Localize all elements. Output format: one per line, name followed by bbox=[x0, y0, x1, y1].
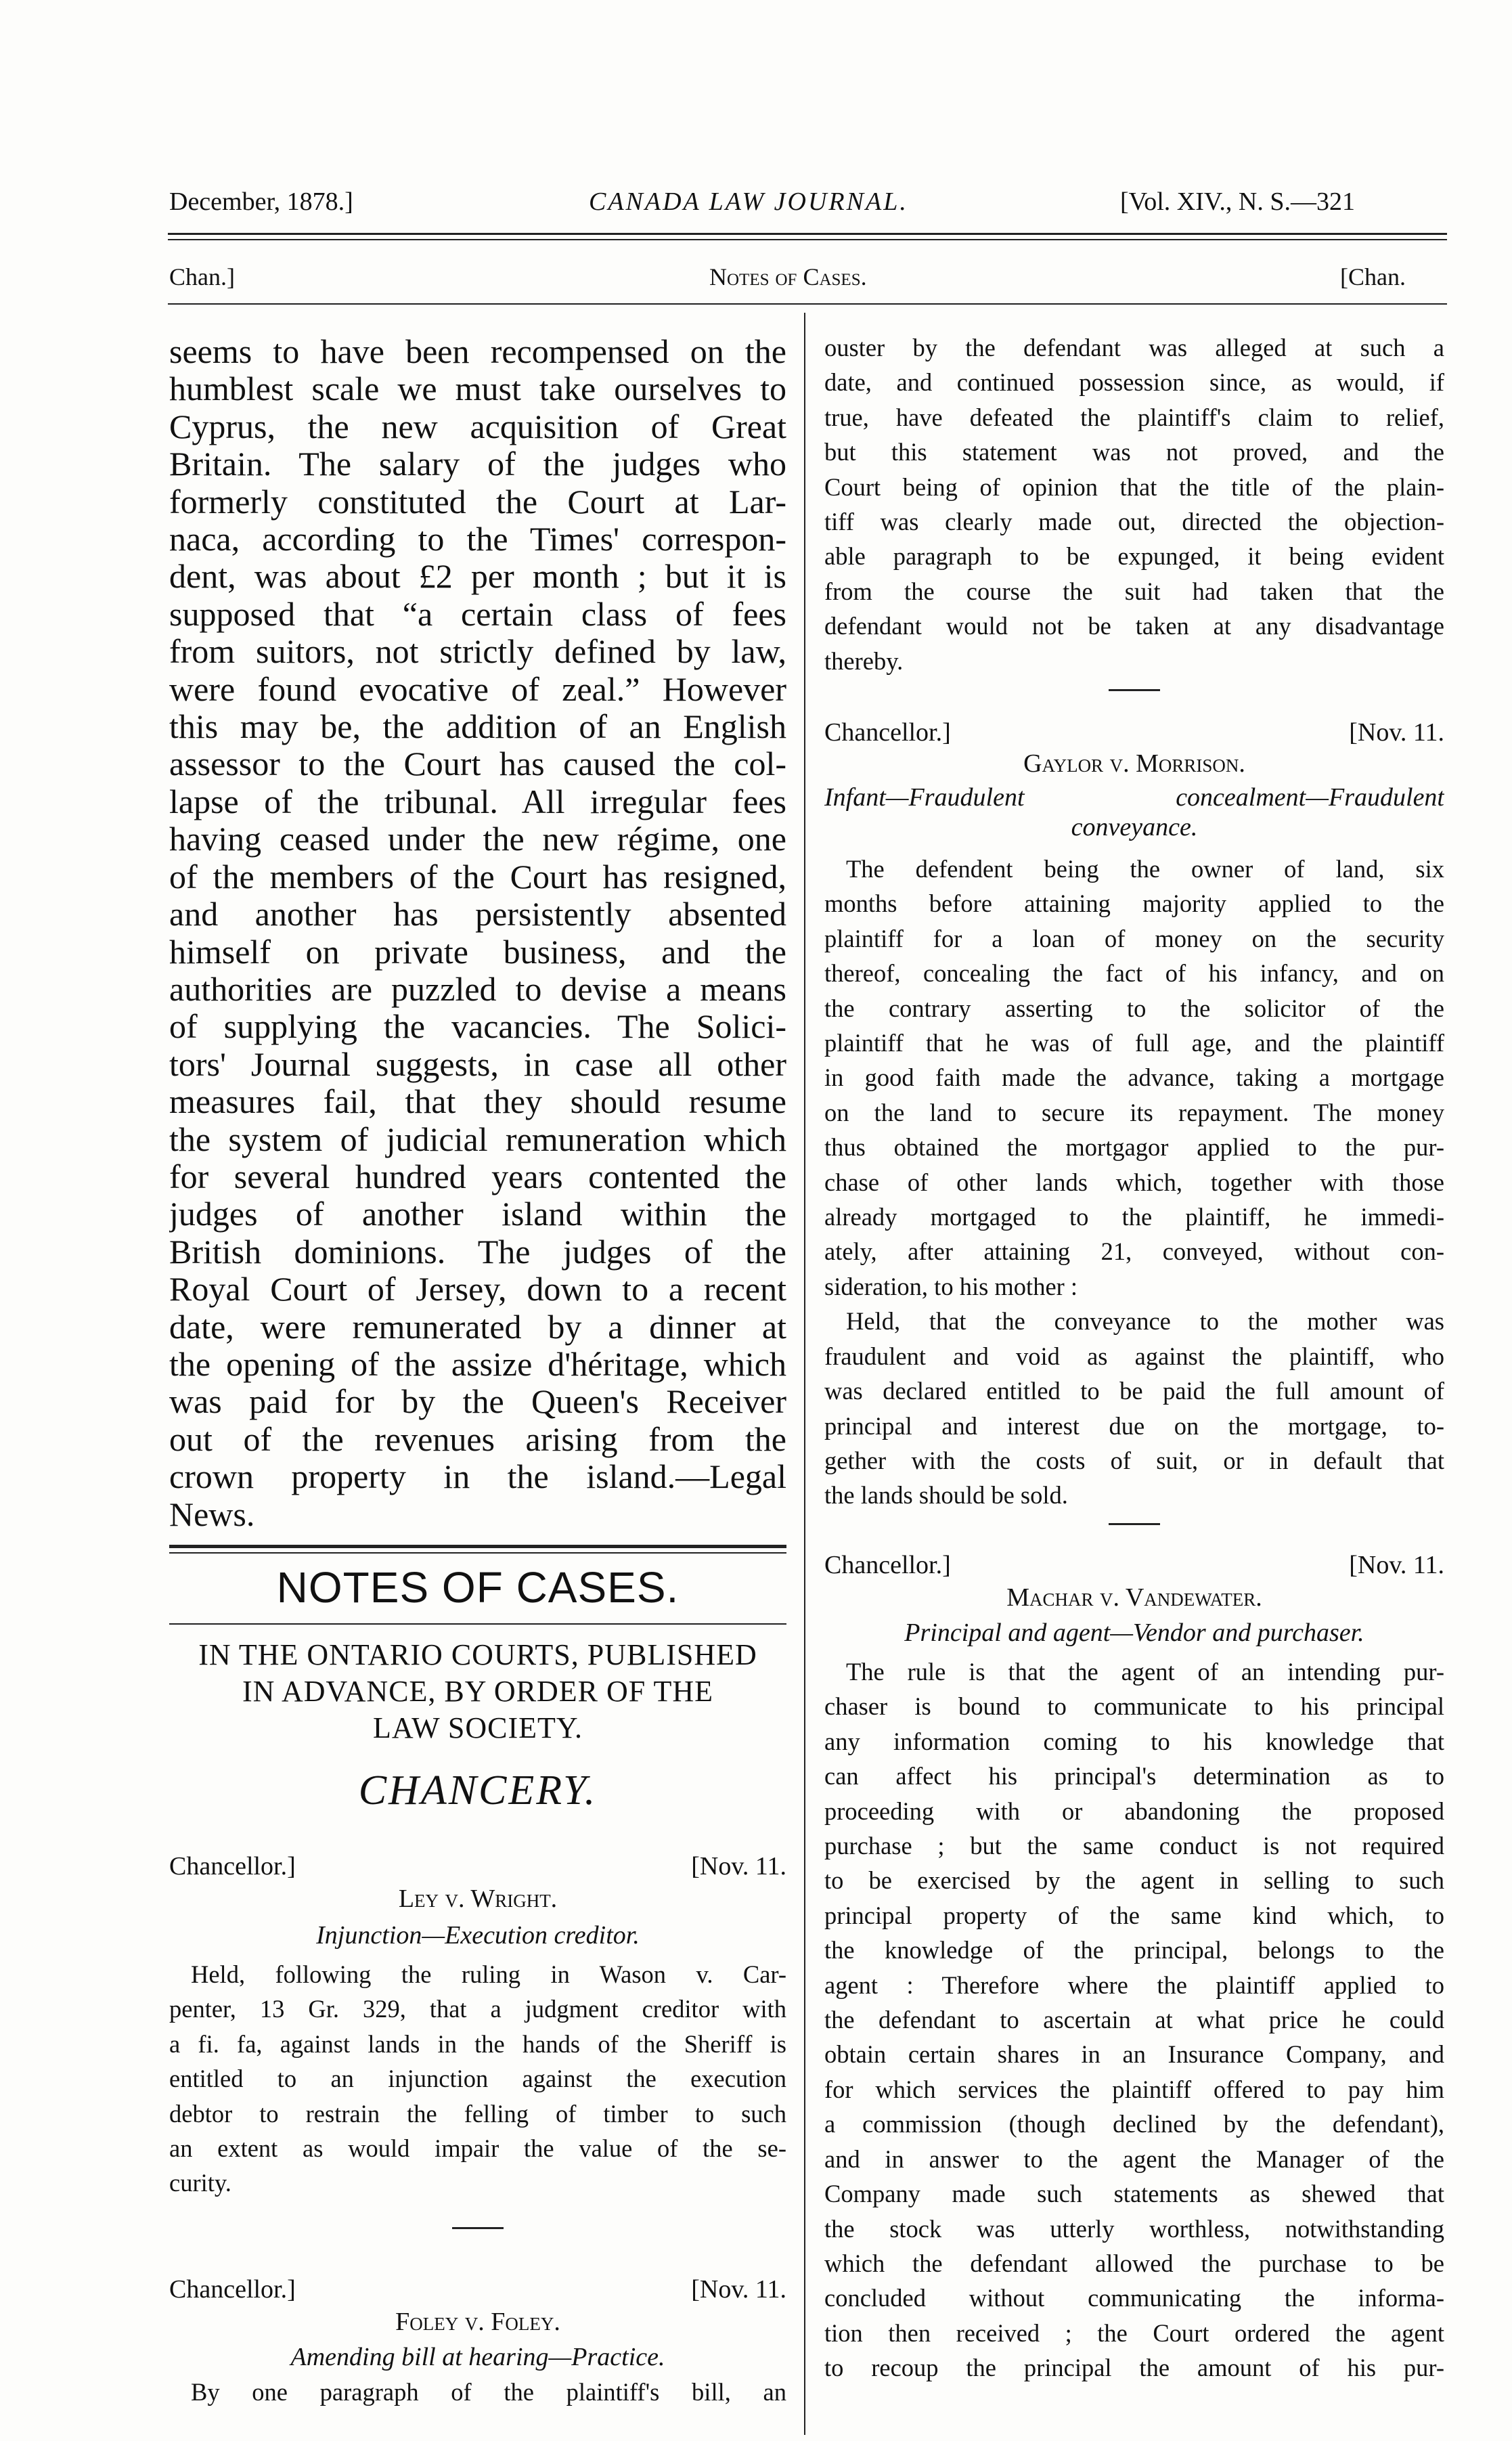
published-heading bbox=[169, 1637, 786, 1746]
text-line: of the members of the Court has resigned, bbox=[169, 858, 786, 896]
text-line: Britain. The salary of the judges who bbox=[169, 445, 786, 483]
text-line: to recoup the principal the amount of his pur- bbox=[824, 2354, 1444, 2382]
text-line: the stock was utterly worthless, notwithstanding bbox=[824, 2214, 1444, 2243]
text-line: sideration, to his mother : bbox=[824, 1272, 1078, 1300]
text-line: dent, was about £2 per month ; but it is bbox=[169, 558, 786, 596]
text-line: Court being of opinion that the title of the plain- bbox=[824, 472, 1444, 501]
section-rule-thin bbox=[169, 1552, 786, 1554]
case-subject: Injunction—Execution creditor. bbox=[316, 1921, 640, 1950]
column-divider bbox=[804, 313, 805, 2435]
text-line: out of the revenues arising from the bbox=[169, 1420, 786, 1458]
case-subject: Amending bill at hearing—Practice. bbox=[290, 2343, 665, 2371]
text-line: the opening of the assize d'héritage, which bbox=[169, 1345, 786, 1383]
text-line: lapse of the tribunal. All irregular fees bbox=[169, 783, 786, 820]
case-machar-v-vandewater bbox=[824, 1550, 1444, 2385]
published-heading-line: IN THE ONTARIO COURTS, PUBLISHED bbox=[198, 1638, 757, 1671]
text-line: can affect his principal's determination as to bbox=[824, 1762, 1444, 1790]
text-line: from the course the suit had taken that the bbox=[824, 577, 1444, 605]
text-line: defendant would not be taken at any disadvantage bbox=[824, 612, 1444, 640]
text-line: principal property of the same kind which, to bbox=[824, 1901, 1444, 1929]
subheader-center: Notes of Cases. bbox=[709, 263, 867, 290]
header-date: December, 1878.] bbox=[169, 188, 353, 216]
case-subject bbox=[824, 783, 1444, 842]
text-line: having ceased under the new régime, one bbox=[169, 820, 786, 858]
text-line: thereby. bbox=[824, 646, 904, 675]
court-heading: CHANCERY. bbox=[358, 1767, 598, 1813]
section-rule-thick bbox=[169, 1545, 786, 1548]
case-foley-continued bbox=[824, 330, 1444, 678]
text-line: Cyprus, the new acquisition of Great bbox=[169, 408, 786, 445]
text-line: an extent as would impair the value of the se- bbox=[169, 2134, 786, 2163]
text-line: on the land to secure its repayment. The money bbox=[824, 1098, 1444, 1126]
text-line: date, and continued possession since, as would, if bbox=[824, 368, 1444, 397]
subheader-left: Chan.] bbox=[169, 263, 235, 290]
subheader-rule bbox=[168, 303, 1447, 305]
text-line: date, were remunerated by a dinner at bbox=[169, 1308, 786, 1346]
text-line: already mortgaged to the plaintiff, he immedi- bbox=[824, 1203, 1444, 1231]
text-line: obtain certain shares in an Insurance Company, and bbox=[824, 2040, 1444, 2069]
text-line: fraudulent and void as against the plaintiff, who bbox=[824, 1342, 1444, 1370]
case-body bbox=[824, 852, 1444, 1513]
left-article bbox=[169, 333, 786, 1533]
text-line: for which services the plaintiff offered to pay him bbox=[824, 2075, 1444, 2103]
header-volume: [Vol. XIV., N. S.—321 bbox=[1120, 188, 1355, 216]
subheader-right: [Chan. bbox=[1340, 263, 1406, 290]
text-line: a fi. fa, against lands in the hands of the Sheriff is bbox=[169, 2029, 786, 2058]
text-line: naca, according to the Times' correspon- bbox=[169, 521, 786, 558]
text-line: By one paragraph of the plaintiff's bill, an bbox=[191, 2378, 786, 2406]
case-foley-v-foley bbox=[169, 2274, 786, 2409]
text-line: this may be, the addition of an English bbox=[169, 708, 786, 746]
case-ley-v-wright bbox=[169, 1851, 786, 2201]
case-date: [Nov. 11. bbox=[691, 2275, 786, 2304]
text-line: humblest scale we must take ourselves to bbox=[169, 370, 786, 408]
text-line: tors' Journal suggests, in case all other bbox=[169, 1045, 786, 1083]
text-line: ately, after attaining 21, conveyed, without con- bbox=[824, 1237, 1444, 1266]
text-line: plaintiff for a loan of money on the security bbox=[824, 924, 1444, 952]
text-line: tiff was clearly made out, directed the objection- bbox=[824, 508, 1444, 536]
text-line: seems to have been recompensed on the bbox=[169, 333, 786, 370]
text-line: and another has persistently absented bbox=[169, 896, 786, 933]
case-court: Chancellor.] bbox=[169, 2275, 296, 2304]
text-line: British dominions. The judges of the bbox=[169, 1233, 786, 1271]
published-heading-line: LAW SOCIETY. bbox=[373, 1711, 583, 1744]
text-line: concluded without communicating the informa- bbox=[824, 2284, 1444, 2312]
text-line: Royal Court of Jersey, down to a recent bbox=[169, 1271, 786, 1309]
case-body bbox=[169, 1957, 786, 2201]
text-line: the system of judicial remuneration which bbox=[169, 1120, 786, 1158]
notes-title-rule bbox=[169, 1623, 786, 1625]
case-date: [Nov. 11. bbox=[1349, 1551, 1444, 1579]
text-line: debtor to restrain the felling of timber to such bbox=[169, 2099, 786, 2128]
text-line: and in answer to the agent the Manager of the bbox=[824, 2145, 1444, 2173]
case-title: Machar v. Vandewater. bbox=[1006, 1583, 1262, 1612]
text-line: to be exercised by the agent in selling to such bbox=[824, 1866, 1444, 1895]
text-line: Held, that the conveyance to the mother was bbox=[846, 1307, 1444, 1336]
text-line: authorities are puzzled to devise a means bbox=[169, 970, 786, 1008]
text-line: penter, 13 Gr. 329, that a judgment creditor with bbox=[169, 1995, 786, 2023]
text-line: which the defendant allowed the purchase to be bbox=[824, 2249, 1444, 2277]
text-line: Company made such statements as shewed that bbox=[824, 2180, 1444, 2208]
text-line: News. bbox=[169, 1495, 255, 1533]
text-line: tion then received ; the Court ordered the agent bbox=[824, 2318, 1444, 2347]
case-body bbox=[824, 1654, 1444, 2385]
case-court: Chancellor.] bbox=[169, 1852, 296, 1881]
text-line: crown property in the island.—Legal bbox=[169, 1458, 786, 1496]
text-line: thereof, concealing the fact of his infancy, and on bbox=[824, 959, 1444, 988]
case-subject-line: conveyance. bbox=[1071, 813, 1198, 841]
case-body bbox=[169, 2375, 786, 2409]
text-line: able paragraph to be expunged, it being evident bbox=[824, 542, 1444, 571]
header-rule-top bbox=[168, 233, 1447, 235]
text-line: the lands should be sold. bbox=[824, 1481, 1068, 1510]
text-line: were found evocative of zeal.” However bbox=[169, 670, 786, 708]
case-separator bbox=[1109, 1523, 1160, 1525]
case-court: Chancellor.] bbox=[824, 718, 951, 747]
text-line: entitled to an injunction against the execution bbox=[169, 2065, 786, 2093]
text-line: chaser is bound to communicate to his principal bbox=[824, 1692, 1444, 1721]
case-title: Gaylor v. Morrison. bbox=[1023, 749, 1245, 778]
text-line: the contrary asserting to the solicitor of the bbox=[824, 994, 1444, 1022]
case-gaylor-v-morrison bbox=[824, 718, 1444, 1513]
text-line: from suitors, not strictly defined by law, bbox=[169, 633, 786, 671]
text-line: months before attaining majority applied to the bbox=[824, 889, 1444, 918]
case-date: [Nov. 11. bbox=[691, 1852, 786, 1881]
header-rule-bottom bbox=[168, 239, 1447, 240]
text-line: for several hundred years contented the bbox=[169, 1158, 786, 1195]
text-line: assessor to the Court has caused the col- bbox=[169, 745, 786, 783]
text-line: formerly constituted the Court at Lar- bbox=[169, 483, 786, 521]
text-line: supposed that “a certain class of fees bbox=[169, 595, 786, 633]
text-line: true, have defeated the plaintiff's claim to relief, bbox=[824, 403, 1444, 431]
published-heading-line: IN ADVANCE, BY ORDER OF THE bbox=[242, 1675, 714, 1708]
text-line: The defendent being the owner of land, six bbox=[846, 855, 1444, 883]
text-line: himself on private business, and the bbox=[169, 933, 786, 971]
text-line: proceeding with or abandoning the proposed bbox=[824, 1797, 1444, 1825]
text-line: gether with the costs of suit, or in default that bbox=[824, 1446, 1444, 1474]
case-title: Ley v. Wright. bbox=[398, 1885, 558, 1913]
text-line: the knowledge of the principal, belongs to the bbox=[824, 1936, 1444, 1964]
text-line: was paid for by the Queen's Receiver bbox=[169, 1383, 786, 1421]
text-line: measures fail, that they should resume bbox=[169, 1083, 786, 1121]
text-line: a commission (though declined by the defendant), bbox=[824, 2110, 1444, 2138]
notes-of-cases-title: NOTES OF CASES. bbox=[276, 1563, 680, 1612]
case-title: Foley v. Foley. bbox=[395, 2308, 560, 2336]
text-line: plaintiff that he was of full age, and the plaintiff bbox=[824, 1029, 1444, 1057]
text-line: agent : Therefore where the plaintiff applied to bbox=[824, 1971, 1444, 1999]
case-subject: Principal and agent—Vendor and purchaser. bbox=[904, 1619, 1364, 1647]
text-line: judges of another island within the bbox=[169, 1195, 786, 1233]
text-line: Held, following the ruling in Wason v. Car- bbox=[191, 1960, 786, 1988]
case-separator bbox=[452, 2227, 504, 2229]
case-date: [Nov. 11. bbox=[1349, 718, 1444, 747]
text-line: chase of other lands which, together with those bbox=[824, 1168, 1444, 1196]
case-subject-line: Infant—Fraudulent concealment—Fraudulent bbox=[824, 783, 1444, 812]
text-line: but this statement was not proved, and the bbox=[824, 438, 1444, 466]
text-line: thus obtained the mortgagor applied to the pur- bbox=[824, 1133, 1444, 1162]
case-court: Chancellor.] bbox=[824, 1551, 951, 1579]
text-line: in good faith made the advance, taking a mortgage bbox=[824, 1063, 1444, 1092]
case-separator bbox=[1109, 689, 1160, 691]
text-line: ouster by the defendant was alleged at such a bbox=[824, 334, 1444, 361]
text-line: principal and interest due on the mortgage, to- bbox=[824, 1411, 1444, 1440]
text-line: The rule is that the agent of an intending pur- bbox=[846, 1658, 1444, 1686]
header-journal-title: CANADA LAW JOURNAL. bbox=[589, 188, 908, 216]
text-line: of supplying the vacancies. The Solici- bbox=[169, 1008, 786, 1046]
text-line: any information coming to his knowledge that bbox=[824, 1727, 1444, 1755]
text-line: was declared entitled to be paid the full amount of bbox=[824, 1377, 1444, 1405]
text-line: curity. bbox=[169, 2169, 231, 2197]
text-line: the defendant to ascertain at what price he could bbox=[824, 2006, 1444, 2034]
text-line: purchase ; but the same conduct is not required bbox=[824, 1832, 1444, 1860]
